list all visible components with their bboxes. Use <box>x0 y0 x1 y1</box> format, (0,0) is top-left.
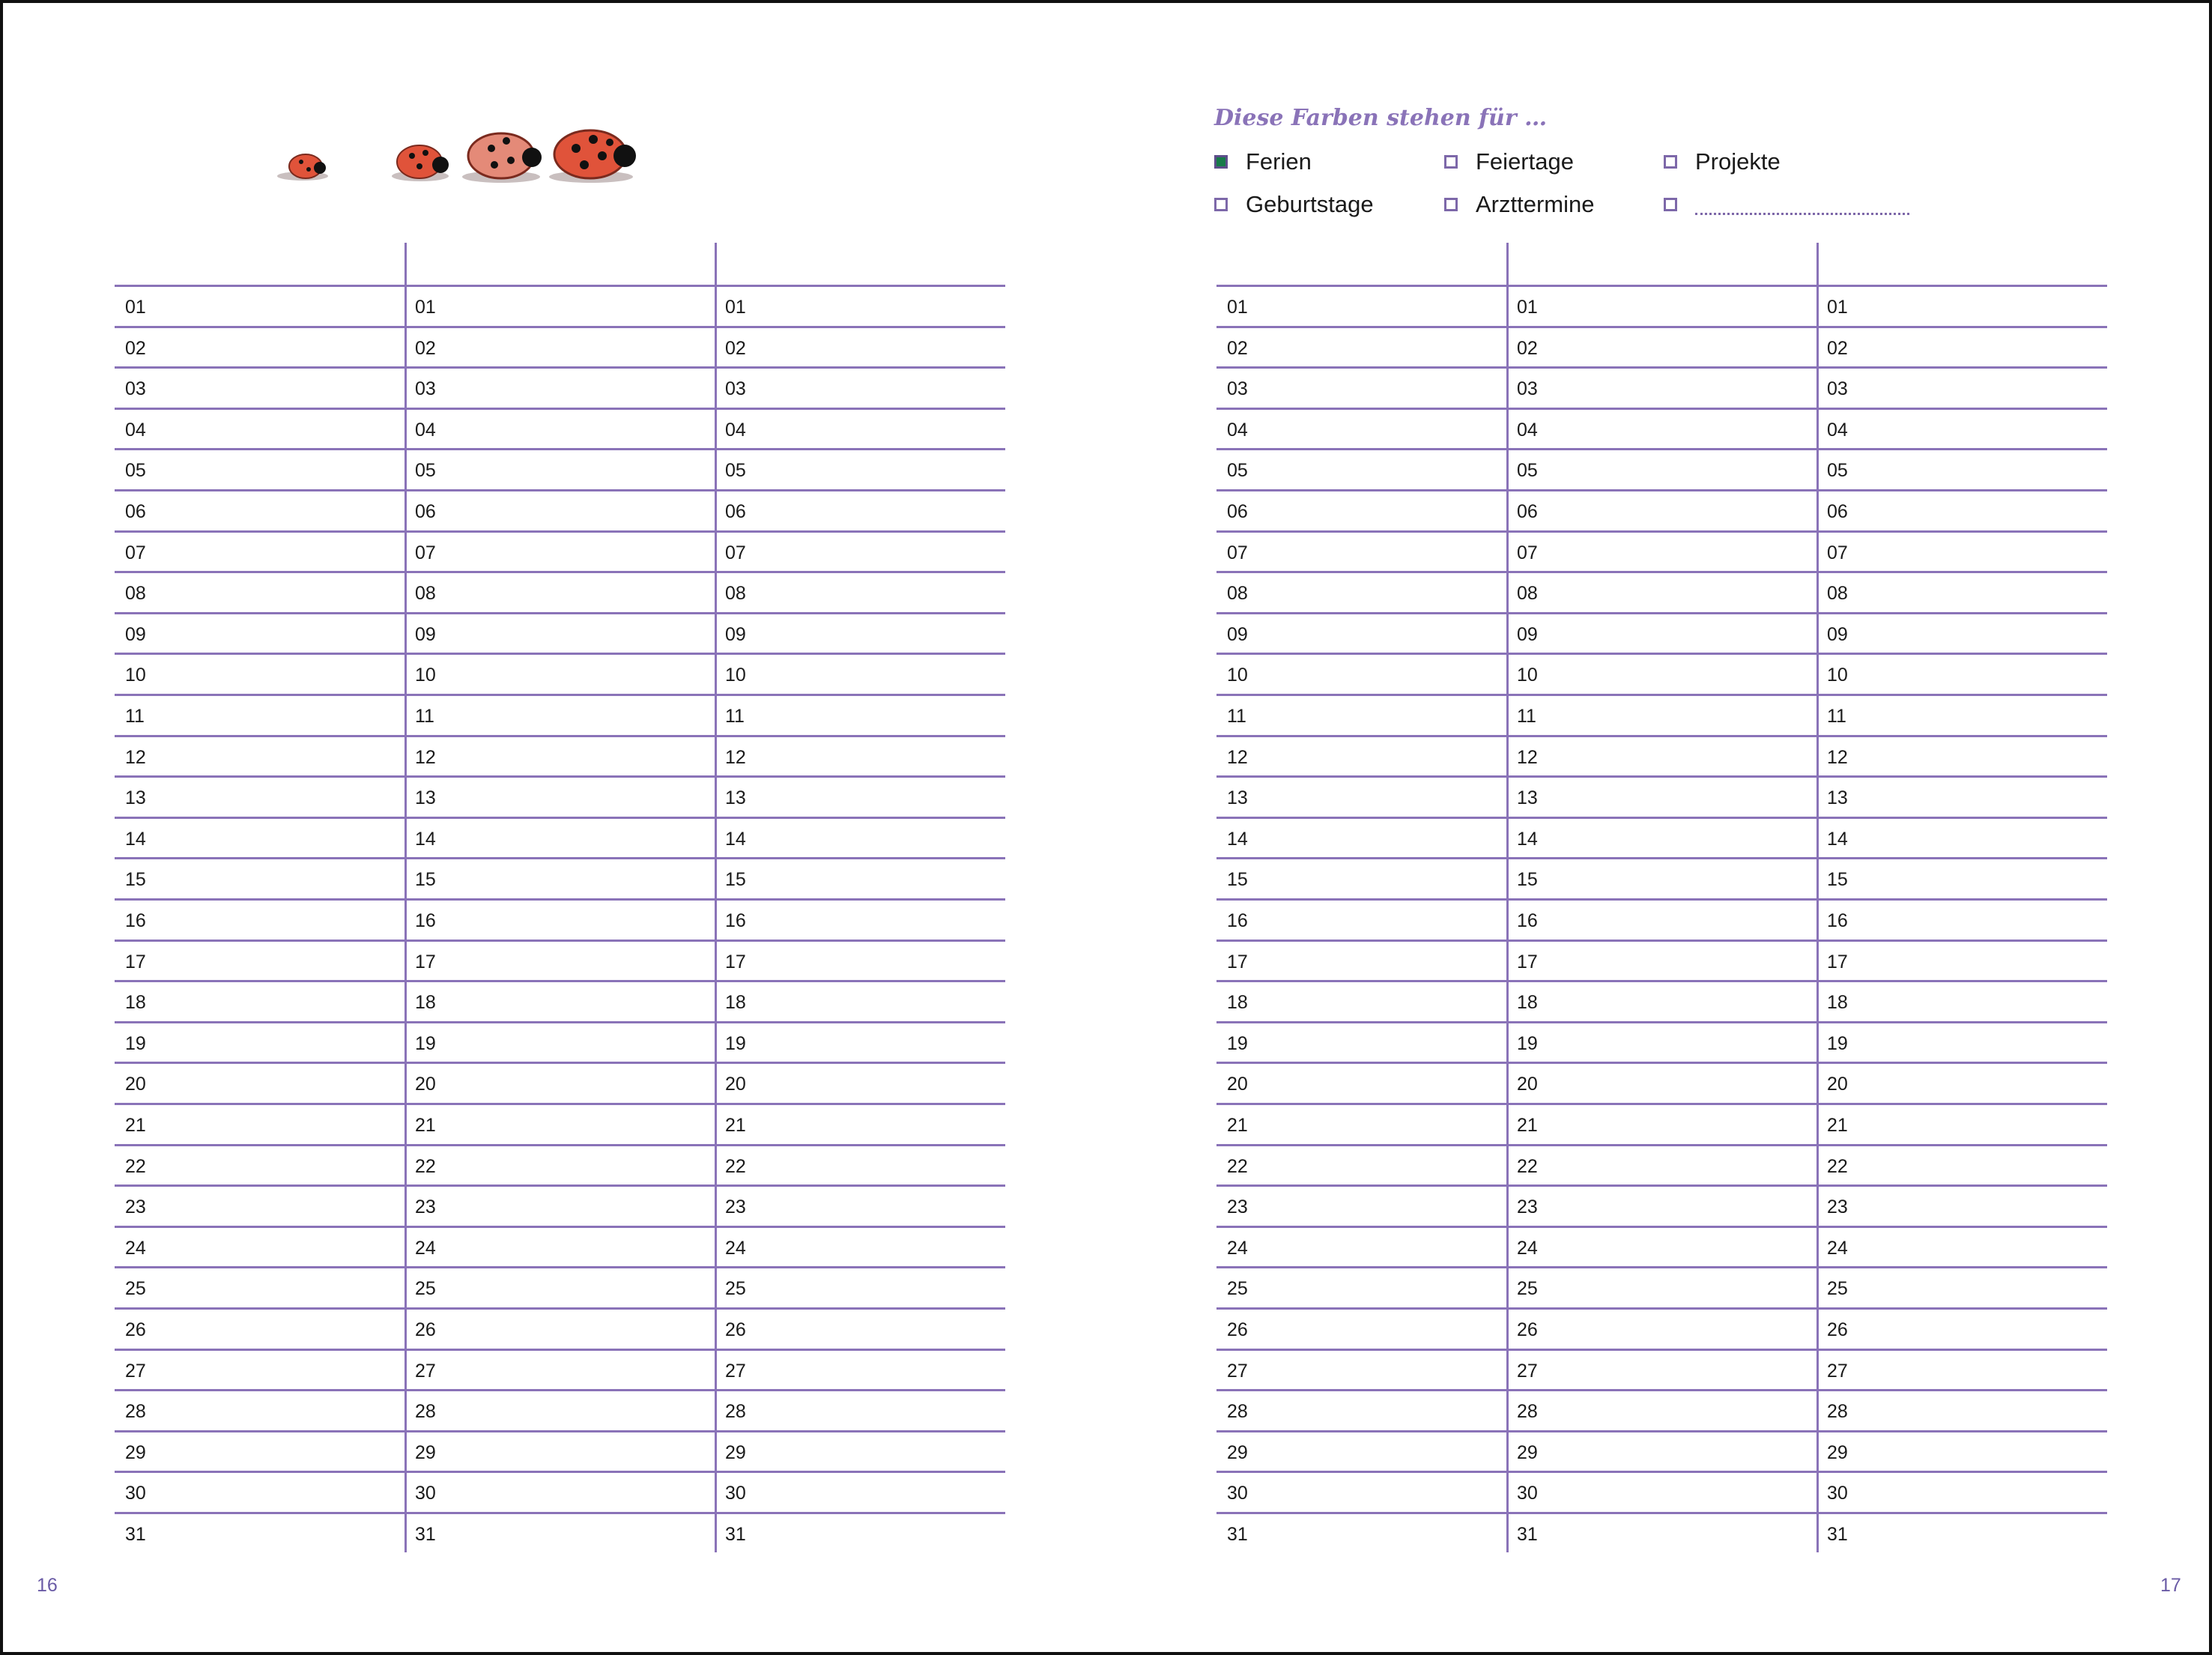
row-rule <box>1216 898 2107 901</box>
day-number: 19 <box>1517 1033 1538 1054</box>
day-number: 31 <box>125 1524 146 1545</box>
row-rule <box>115 1103 1005 1105</box>
day-number: 11 <box>725 706 745 727</box>
day-number: 20 <box>1517 1074 1538 1095</box>
row-rule <box>1216 653 2107 655</box>
day-number: 18 <box>1227 992 1248 1013</box>
day-number: 28 <box>415 1401 436 1422</box>
row-rule <box>115 408 1005 410</box>
day-number: 21 <box>725 1115 746 1136</box>
day-number: 11 <box>1827 706 1846 727</box>
row-rule <box>115 1021 1005 1023</box>
day-number: 09 <box>725 624 746 645</box>
day-number: 17 <box>415 951 436 972</box>
day-number: 11 <box>1227 706 1246 727</box>
day-number: 07 <box>415 542 436 563</box>
row-rule <box>1216 1430 2107 1432</box>
row-rule <box>115 612 1005 614</box>
day-number: 25 <box>725 1278 746 1299</box>
day-number: 12 <box>1227 747 1248 768</box>
day-number: 06 <box>1227 501 1248 522</box>
day-number: 31 <box>1227 1524 1248 1545</box>
day-number: 01 <box>415 297 436 318</box>
day-number: 01 <box>1227 297 1248 318</box>
day-number: 08 <box>415 583 436 604</box>
day-number: 15 <box>1517 869 1538 890</box>
day-number: 26 <box>415 1319 436 1340</box>
day-number: 19 <box>725 1033 746 1054</box>
row-rule <box>1216 1103 2107 1105</box>
day-number: 24 <box>1227 1238 1248 1259</box>
day-number: 18 <box>1517 992 1538 1013</box>
legend-item-projekte[interactable] <box>1664 148 1781 175</box>
row-rule <box>115 775 1005 778</box>
day-number: 13 <box>415 787 436 808</box>
legend-label-projekte: Projekte <box>1695 148 1781 175</box>
day-number: 09 <box>1517 624 1538 645</box>
row-rule <box>1216 285 2107 287</box>
day-number: 17 <box>125 951 146 972</box>
day-number: 04 <box>125 420 146 441</box>
column-divider <box>715 243 717 1552</box>
row-rule <box>1216 1021 2107 1023</box>
column-divider <box>404 243 407 1552</box>
calendar-table-left <box>115 243 1005 1552</box>
ladybug-icon <box>462 133 542 183</box>
day-number: 12 <box>1827 747 1848 768</box>
row-rule <box>1216 980 2107 982</box>
column-divider <box>1816 243 1819 1552</box>
day-number: 06 <box>415 501 436 522</box>
day-number: 02 <box>725 338 746 359</box>
row-rule <box>115 653 1005 655</box>
row-rule <box>1216 489 2107 491</box>
legend-item-ferien[interactable] <box>1214 148 1312 175</box>
day-number: 03 <box>415 378 436 399</box>
day-number: 12 <box>415 747 436 768</box>
row-rule <box>115 1512 1005 1514</box>
page-number-left: 16 <box>37 1575 58 1596</box>
legend-custom-blank-line[interactable] <box>1695 195 1909 215</box>
day-number: 29 <box>1827 1442 1848 1463</box>
row-rule <box>115 448 1005 450</box>
day-number: 28 <box>725 1401 746 1422</box>
row-rule <box>1216 571 2107 573</box>
day-number: 14 <box>1517 829 1538 850</box>
row-rule <box>1216 1144 2107 1146</box>
row-rule <box>115 1144 1005 1146</box>
day-number: 03 <box>125 378 146 399</box>
row-rule <box>115 1062 1005 1064</box>
day-number: 07 <box>1517 542 1538 563</box>
row-rule <box>115 1307 1005 1310</box>
day-number: 13 <box>125 787 146 808</box>
day-number: 05 <box>415 460 436 481</box>
day-number: 17 <box>1517 951 1538 972</box>
day-number: 12 <box>725 747 746 768</box>
day-number: 16 <box>1827 910 1848 931</box>
day-number: 27 <box>1517 1361 1538 1382</box>
day-number: 05 <box>125 460 146 481</box>
day-number: 22 <box>725 1156 746 1177</box>
day-number: 06 <box>125 501 146 522</box>
day-number: 15 <box>1227 869 1248 890</box>
legend-item-arzttermine[interactable] <box>1444 191 1594 218</box>
legend-item-feiertage[interactable] <box>1444 148 1574 175</box>
day-number: 05 <box>1827 460 1848 481</box>
legend-checkbox-custom[interactable] <box>1664 198 1677 211</box>
calendar-table-right <box>1216 243 2107 1552</box>
day-number: 16 <box>1227 910 1248 931</box>
day-number: 20 <box>415 1074 436 1095</box>
row-rule <box>1216 775 2107 778</box>
row-rule <box>115 530 1005 533</box>
row-rule <box>115 1266 1005 1268</box>
day-number: 30 <box>415 1483 436 1504</box>
row-rule <box>115 571 1005 573</box>
day-number: 14 <box>415 829 436 850</box>
ladybug-icon <box>549 130 636 183</box>
row-rule <box>115 1226 1005 1228</box>
row-rule <box>1216 1512 2107 1514</box>
legend-item-custom[interactable] <box>1664 191 1909 218</box>
column-divider <box>1506 243 1509 1552</box>
day-number: 20 <box>125 1074 146 1095</box>
day-number: 18 <box>415 992 436 1013</box>
day-number: 08 <box>1827 583 1848 604</box>
day-number: 31 <box>1827 1524 1848 1545</box>
day-number: 28 <box>125 1401 146 1422</box>
legend-label-feiertage: Feiertage <box>1476 148 1574 175</box>
day-number: 31 <box>415 1524 436 1545</box>
day-number: 16 <box>725 910 746 931</box>
legend-label-ferien: Ferien <box>1246 148 1312 175</box>
day-number: 12 <box>125 747 146 768</box>
row-rule <box>1216 857 2107 859</box>
day-number: 27 <box>1227 1361 1248 1382</box>
day-number: 08 <box>125 583 146 604</box>
day-number: 01 <box>125 297 146 318</box>
day-number: 21 <box>1827 1115 1848 1136</box>
row-rule <box>115 694 1005 696</box>
day-number: 29 <box>1517 1442 1538 1463</box>
day-number: 24 <box>125 1238 146 1259</box>
day-number: 10 <box>125 665 146 686</box>
day-number: 26 <box>725 1319 746 1340</box>
day-number: 22 <box>125 1156 146 1177</box>
day-number: 07 <box>125 542 146 563</box>
day-number: 02 <box>415 338 436 359</box>
row-rule <box>1216 408 2107 410</box>
day-number: 25 <box>1517 1278 1538 1299</box>
day-number: 04 <box>1827 420 1848 441</box>
day-number: 09 <box>415 624 436 645</box>
day-number: 19 <box>1827 1033 1848 1054</box>
legend-checkbox-ferien[interactable] <box>1214 155 1228 169</box>
day-number: 30 <box>1227 1483 1248 1504</box>
day-number: 24 <box>1827 1238 1848 1259</box>
ladybug-icon <box>392 145 449 181</box>
row-rule <box>1216 1226 2107 1228</box>
day-number: 29 <box>725 1442 746 1463</box>
row-rule <box>115 1349 1005 1351</box>
day-number: 31 <box>725 1524 746 1545</box>
day-number: 16 <box>125 910 146 931</box>
day-number: 17 <box>1227 951 1248 972</box>
ladybugs-illustration <box>273 123 647 190</box>
day-number: 10 <box>415 665 436 686</box>
day-number: 21 <box>1517 1115 1538 1136</box>
row-rule <box>115 857 1005 859</box>
day-number: 02 <box>1517 338 1538 359</box>
day-number: 16 <box>1517 910 1538 931</box>
day-number: 15 <box>415 869 436 890</box>
day-number: 05 <box>1517 460 1538 481</box>
row-rule <box>1216 1062 2107 1064</box>
row-rule <box>1216 366 2107 369</box>
row-rule <box>115 1184 1005 1187</box>
day-number: 23 <box>1227 1196 1248 1217</box>
day-number: 10 <box>1517 665 1538 686</box>
day-number: 20 <box>1227 1074 1248 1095</box>
ladybug-icon <box>277 154 328 181</box>
legend-label-arzttermine: Arzttermine <box>1476 191 1595 217</box>
day-number: 22 <box>415 1156 436 1177</box>
day-number: 21 <box>125 1115 146 1136</box>
day-number: 15 <box>1827 869 1848 890</box>
day-number: 08 <box>725 583 746 604</box>
row-rule <box>1216 530 2107 533</box>
day-number: 06 <box>1517 501 1538 522</box>
day-number: 25 <box>415 1278 436 1299</box>
day-number: 27 <box>725 1361 746 1382</box>
color-legend <box>1214 105 1926 225</box>
day-number: 03 <box>1517 378 1538 399</box>
day-number: 14 <box>1827 829 1848 850</box>
row-rule <box>115 326 1005 328</box>
day-number: 27 <box>125 1361 146 1382</box>
day-number: 13 <box>1517 787 1538 808</box>
day-number: 28 <box>1227 1401 1248 1422</box>
row-rule <box>115 1471 1005 1473</box>
day-number: 14 <box>1227 829 1248 850</box>
day-number: 07 <box>1227 542 1248 563</box>
day-number: 23 <box>1827 1196 1848 1217</box>
day-number: 22 <box>1517 1156 1538 1177</box>
day-number: 13 <box>1227 787 1248 808</box>
day-number: 15 <box>125 869 146 890</box>
legend-checkbox-projekte[interactable] <box>1664 155 1677 169</box>
day-number: 26 <box>1517 1319 1538 1340</box>
row-rule <box>1216 1266 2107 1268</box>
day-number: 23 <box>125 1196 146 1217</box>
day-number: 05 <box>725 460 746 481</box>
day-number: 30 <box>725 1483 746 1504</box>
day-number: 02 <box>125 338 146 359</box>
day-number: 23 <box>725 1196 746 1217</box>
day-number: 01 <box>725 297 746 318</box>
day-number: 22 <box>1227 1156 1248 1177</box>
day-number: 05 <box>1227 460 1248 481</box>
row-rule <box>115 1430 1005 1432</box>
day-number: 11 <box>125 706 145 727</box>
day-number: 20 <box>1827 1074 1848 1095</box>
day-number: 27 <box>1827 1361 1848 1382</box>
row-rule <box>1216 694 2107 696</box>
day-number: 08 <box>1517 583 1538 604</box>
day-number: 10 <box>1227 665 1248 686</box>
day-number: 03 <box>1227 378 1248 399</box>
day-number: 01 <box>1827 297 1848 318</box>
row-rule <box>1216 940 2107 942</box>
day-number: 15 <box>725 869 746 890</box>
row-rule <box>1216 326 2107 328</box>
day-number: 13 <box>725 787 746 808</box>
row-rule <box>115 898 1005 901</box>
day-number: 03 <box>725 378 746 399</box>
day-number: 21 <box>415 1115 436 1136</box>
day-number: 18 <box>125 992 146 1013</box>
day-number: 19 <box>1227 1033 1248 1054</box>
day-number: 31 <box>1517 1524 1538 1545</box>
day-number: 28 <box>1827 1401 1848 1422</box>
row-rule <box>1216 448 2107 450</box>
day-number: 14 <box>725 829 746 850</box>
day-number: 14 <box>125 829 146 850</box>
row-rule <box>115 285 1005 287</box>
legend-checkbox-arzttermine[interactable] <box>1444 198 1458 211</box>
day-number: 10 <box>725 665 746 686</box>
day-number: 17 <box>725 951 746 972</box>
day-number: 09 <box>125 624 146 645</box>
day-number: 17 <box>1827 951 1848 972</box>
day-number: 16 <box>415 910 436 931</box>
day-number: 10 <box>1827 665 1848 686</box>
day-number: 19 <box>125 1033 146 1054</box>
day-number: 11 <box>1517 706 1536 727</box>
legend-label-geburtstage: Geburtstage <box>1246 191 1374 217</box>
row-rule <box>115 980 1005 982</box>
row-rule <box>115 940 1005 942</box>
page-number-right: 17 <box>2160 1575 2181 1596</box>
row-rule <box>1216 1184 2107 1187</box>
day-number: 27 <box>415 1361 436 1382</box>
row-rule <box>1216 612 2107 614</box>
legend-checkbox-feiertage[interactable] <box>1444 155 1458 169</box>
row-rule <box>1216 735 2107 737</box>
day-number: 09 <box>1827 624 1848 645</box>
day-number: 29 <box>1227 1442 1248 1463</box>
row-rule <box>115 366 1005 369</box>
legend-item-geburtstage[interactable] <box>1214 191 1374 218</box>
day-number: 18 <box>725 992 746 1013</box>
day-number: 09 <box>1227 624 1248 645</box>
day-number: 07 <box>1827 542 1848 563</box>
legend-checkbox-geburtstage[interactable] <box>1214 198 1228 211</box>
day-number: 24 <box>725 1238 746 1259</box>
day-number: 02 <box>1827 338 1848 359</box>
day-number: 21 <box>1227 1115 1248 1136</box>
row-rule <box>115 1389 1005 1391</box>
day-number: 29 <box>415 1442 436 1463</box>
day-number: 28 <box>1517 1401 1538 1422</box>
day-number: 23 <box>415 1196 436 1217</box>
day-number: 04 <box>415 420 436 441</box>
day-number: 30 <box>1827 1483 1848 1504</box>
day-number: 25 <box>1827 1278 1848 1299</box>
row-rule <box>115 489 1005 491</box>
day-number: 20 <box>725 1074 746 1095</box>
row-rule <box>1216 1389 2107 1391</box>
day-number: 01 <box>1517 297 1538 318</box>
day-number: 26 <box>1827 1319 1848 1340</box>
day-number: 12 <box>1517 747 1538 768</box>
day-number: 04 <box>1227 420 1248 441</box>
day-number: 25 <box>125 1278 146 1299</box>
day-number: 07 <box>725 542 746 563</box>
day-number: 24 <box>415 1238 436 1259</box>
day-number: 18 <box>1827 992 1848 1013</box>
day-number: 30 <box>125 1483 146 1504</box>
day-number: 06 <box>725 501 746 522</box>
day-number: 30 <box>1517 1483 1538 1504</box>
day-number: 25 <box>1227 1278 1248 1299</box>
day-number: 06 <box>1827 501 1848 522</box>
day-number: 19 <box>415 1033 436 1054</box>
day-number: 23 <box>1517 1196 1538 1217</box>
row-rule <box>1216 1349 2107 1351</box>
day-number: 13 <box>1827 787 1848 808</box>
row-rule <box>1216 817 2107 819</box>
day-number: 26 <box>125 1319 146 1340</box>
day-number: 24 <box>1517 1238 1538 1259</box>
day-number: 04 <box>725 420 746 441</box>
row-rule <box>115 817 1005 819</box>
day-number: 26 <box>1227 1319 1248 1340</box>
day-number: 03 <box>1827 378 1848 399</box>
row-rule <box>1216 1471 2107 1473</box>
day-number: 11 <box>415 706 434 727</box>
row-rule <box>1216 1307 2107 1310</box>
row-rule <box>115 735 1005 737</box>
day-number: 29 <box>125 1442 146 1463</box>
day-number: 04 <box>1517 420 1538 441</box>
day-number: 02 <box>1227 338 1248 359</box>
day-number: 22 <box>1827 1156 1848 1177</box>
day-number: 08 <box>1227 583 1248 604</box>
legend-title: Diese Farben stehen für … <box>1214 105 1548 131</box>
